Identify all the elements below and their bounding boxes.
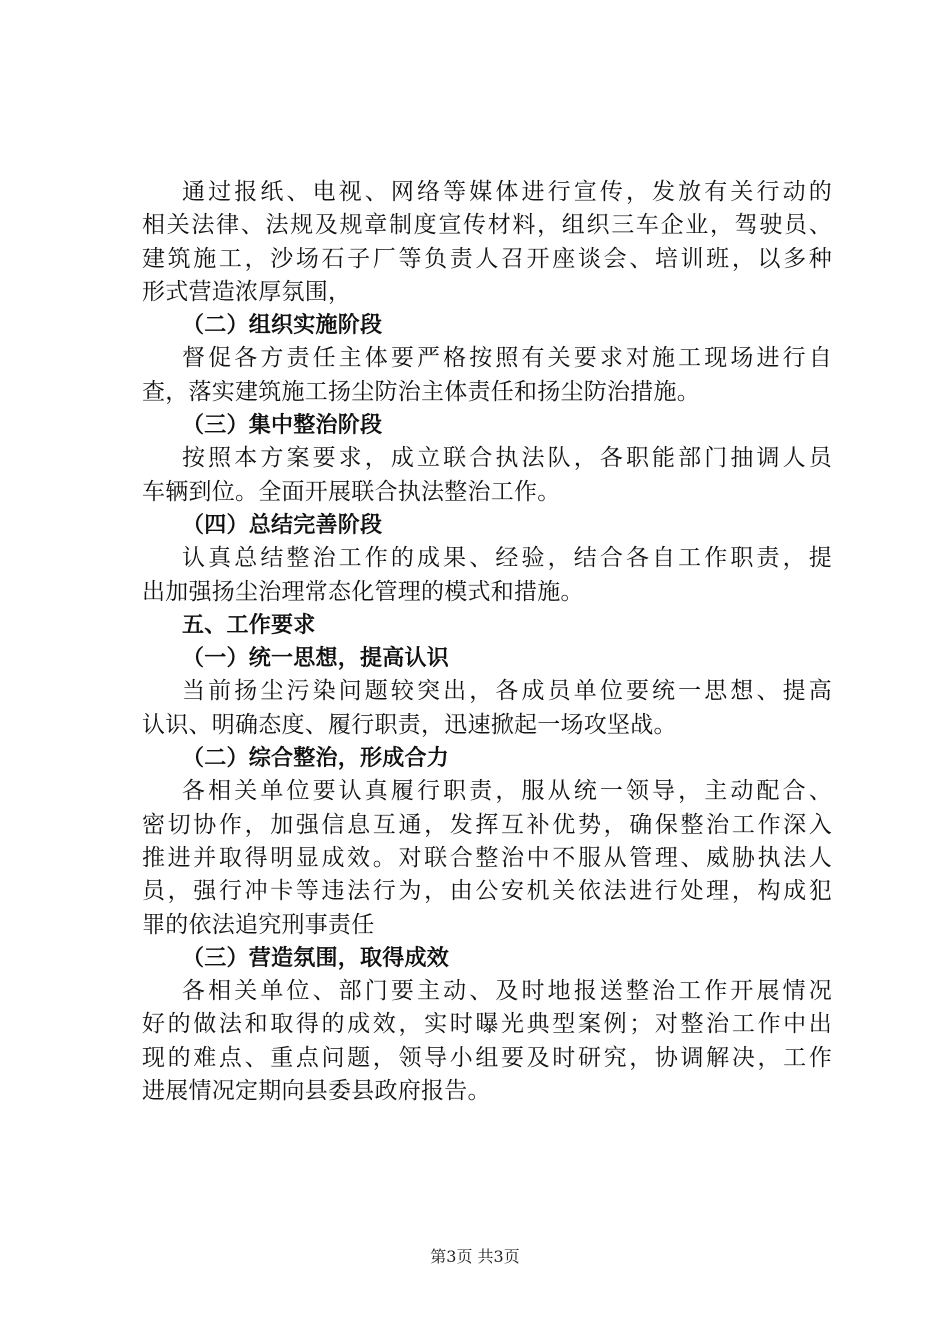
paragraph-line: 认识、明确态度、履行职责，迅速掀起一场攻坚战。 <box>142 711 677 738</box>
paragraph-line: 当前扬尘污染问题较突出，各成员单位要统一思想、提高 <box>182 678 832 705</box>
paragraph-line: 推进并取得明显成效。对联合整治中不服从管理、威胁执法人 <box>142 844 832 871</box>
paragraph-line: 认真总结整治工作的成果、经验，结合各自工作职责，提 <box>182 545 832 572</box>
section-heading: （二）组织实施阶段 <box>182 313 383 339</box>
paragraph-line: 相关法律、法规及规章制度宣传材料，组织三车企业，驾驶员、 <box>142 212 832 239</box>
paragraph-line: 通过报纸、电视、网络等媒体进行宣传，发放有关行动的 <box>182 179 832 205</box>
paragraph-line: 查，落实建筑施工扬尘防治主体责任和扬尘防治措施。 <box>142 378 700 405</box>
paragraph-line: 出加强扬尘治理常态化管理的模式和措施。 <box>142 578 584 605</box>
paragraph-line: 各相关单位、部门要主动、及时地报送整治工作开展情况 <box>182 978 832 1005</box>
paragraph-line: 员，强行冲卡等违法行为，由公安机关依法进行处理，构成犯 <box>142 878 832 905</box>
section-heading: （三）集中整治阶段 <box>182 413 383 439</box>
paragraph-line: 督促各方责任主体要严格按照有关要求对施工现场进行自 <box>182 345 832 372</box>
section-heading: （二）综合整治，形成合力 <box>182 746 450 772</box>
section-heading: （四）总结完善阶段 <box>182 512 383 538</box>
document-body <box>142 176 832 1108</box>
paragraph-line: 罪的依法追究刑事责任 <box>142 911 375 938</box>
paragraph-line: 密切协作，加强信息互通，发挥互补优势，确保整治工作深入 <box>142 811 832 838</box>
paragraph-line: 现的难点、重点问题，领导小组要及时研究，协调解决，工作 <box>142 1044 832 1071</box>
paragraph-line: 各相关单位要认真履行职责，服从统一领导，主动配合、 <box>182 778 832 805</box>
paragraph-line: 按照本方案要求，成立联合执法队，各职能部门抽调人员 <box>182 445 832 472</box>
paragraph-line: 好的做法和取得的成效，实时曝光典型案例；对整治工作中出 <box>142 1011 832 1038</box>
page-number-footer: 第3页 共3页 <box>430 1247 520 1266</box>
paragraph-line: 形式营造浓厚氛围， <box>142 278 352 305</box>
paragraph-line: 车辆到位。全面开展联合执法整治工作。 <box>142 478 561 505</box>
chapter-heading: 五、工作要求 <box>182 612 316 638</box>
section-heading: （一）统一思想，提高认识 <box>182 646 450 672</box>
paragraph-line: 进展情况定期向县委县政府报告。 <box>142 1078 491 1105</box>
paragraph-line: 建筑施工，沙场石子厂等负责人召开座谈会、培训班，以多种 <box>142 245 832 272</box>
section-heading: （三）营造氛围，取得成效 <box>182 945 450 971</box>
